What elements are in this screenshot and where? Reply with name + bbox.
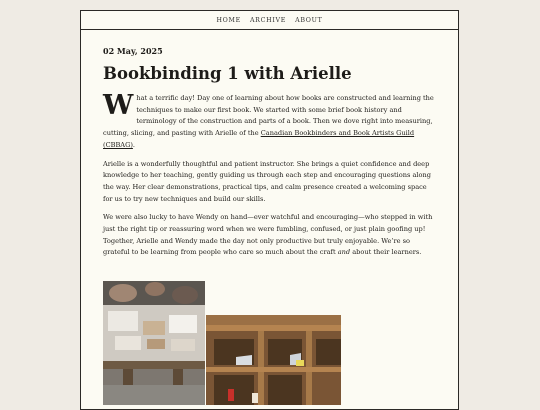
photo-gallery (103, 281, 343, 405)
post-title: Bookbinding 1 with Arielle (103, 64, 352, 83)
paragraph-3-end: about their learners. (350, 248, 422, 257)
paragraph-1-end: . (132, 140, 136, 149)
post-content (103, 46, 437, 259)
workshop-photo[interactable] (103, 281, 205, 405)
paragraph-3-text: We were also lucky to have Wendy on hand—ever watchful and encouraging—who stepped in with just the right tip or reassuring word when we were fumbling, confused, or just plain goofing up! Together, Arielle and Wendy made the day not only productive but truly enjoyable. We’re so grateful to be learning from people who care so much about the craft (103, 213, 433, 257)
paragraph-3-emphasis: and (337, 248, 351, 257)
shelves-photo[interactable] (206, 315, 341, 405)
cbbag-link[interactable]: Canadian Bookbinders and Book Artists Guild (CBBAG) (103, 129, 415, 149)
paragraph-1-text: hat a terrific day! Day one of learning about how books are constructed and learning the techniques to make our first book. We started with some brief book history and terminology of the construction and parts of a book. Then we dove right into measuring, cutting, slicing, and pasting with Arielle of the (103, 94, 434, 138)
nav-about-link[interactable]: ABOUT (295, 16, 323, 24)
drop-cap: W (103, 90, 134, 121)
post-paragraph-2: Arielle is a wonderfully thoughtful and patient instructor. She brings a quiet confidence and deep knowledge to her teaching, gently guiding us through each step and encouraging questions along the way. Her clear demonstrations, practical tips, and calm presence created a welcoming space for us to try new techniques and build our skills. (103, 159, 431, 203)
nav-home-link[interactable]: HOME (216, 16, 241, 24)
post-paragraph-3 (103, 212, 437, 259)
post-paragraph-1 (103, 90, 437, 152)
nav-archive-link[interactable]: ARCHIVE (249, 16, 287, 24)
post-date: 02 May, 2025 (103, 46, 163, 56)
top-nav (81, 11, 458, 30)
